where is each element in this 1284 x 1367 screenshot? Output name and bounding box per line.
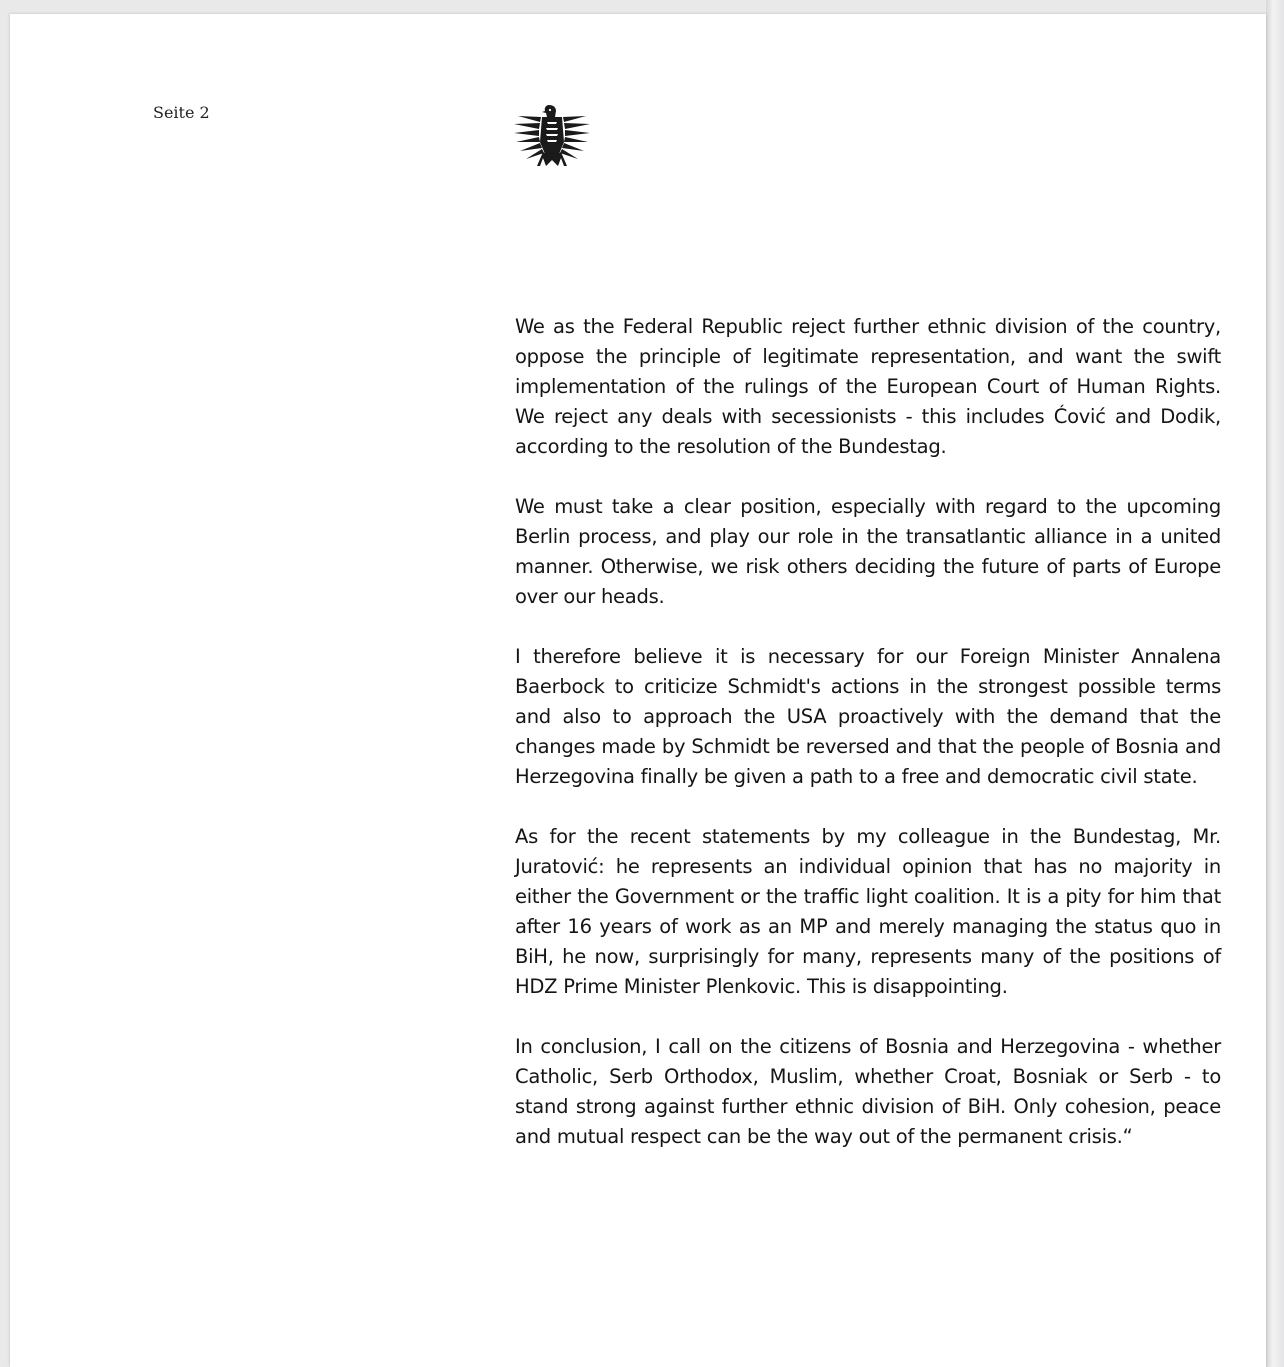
paragraph: As for the recent statements by my colleague in the Bundestag, Mr. Juratović: he represents an individual opinion that has no majority in either the Government or the traffic light coalition. It is a pity for him that after 16 years of work as an MP and merely managing the status quo in BiH, he now, surprisingly for many, represents many of the positions of HDZ Prime Minister Plenkovic. This is disappointing. [515, 825, 1221, 998]
viewer-edge [1266, 0, 1284, 1367]
paragraph: We must take a clear position, especially with regard to the upcoming Berlin process, and play our role in the transatlantic alliance in a united manner. Otherwise, we risk others deciding the future of parts of Europe over our heads. [515, 495, 1221, 608]
paragraph: In conclusion, I call on the citizens of Bosnia and Herzegovina - whether Catholic, Serb Orthodox, Muslim, whether Croat, Bosniak or Serb - to stand strong against further ethnic division of BiH. Only cohesion, peace and mutual respect can be the way out of the permanent crisis.“ [515, 1035, 1221, 1148]
bundestag-eagle-icon [513, 102, 591, 172]
page-number: Seite 2 [153, 103, 210, 122]
letter-body [515, 312, 1221, 1182]
paragraph: We as the Federal Republic reject further ethnic division of the country, oppose the principle of legitimate representation, and want the swift implementation of the rulings of the European Court of Human Rights. We reject any deals with secessionists - this includes Ćović and Dodik, according to the resolution of the Bundestag. [515, 315, 1221, 458]
document-page [10, 14, 1266, 1367]
paragraph: I therefore believe it is necessary for our Foreign Minister Annalena Baerbock to criticize Schmidt's actions in the strongest possible terms and also to approach the USA proactively with the demand that the changes made by Schmidt be reversed and that the people of Bosnia and Herzegovina finally be given a path to a free and democratic civil state. [515, 645, 1221, 788]
